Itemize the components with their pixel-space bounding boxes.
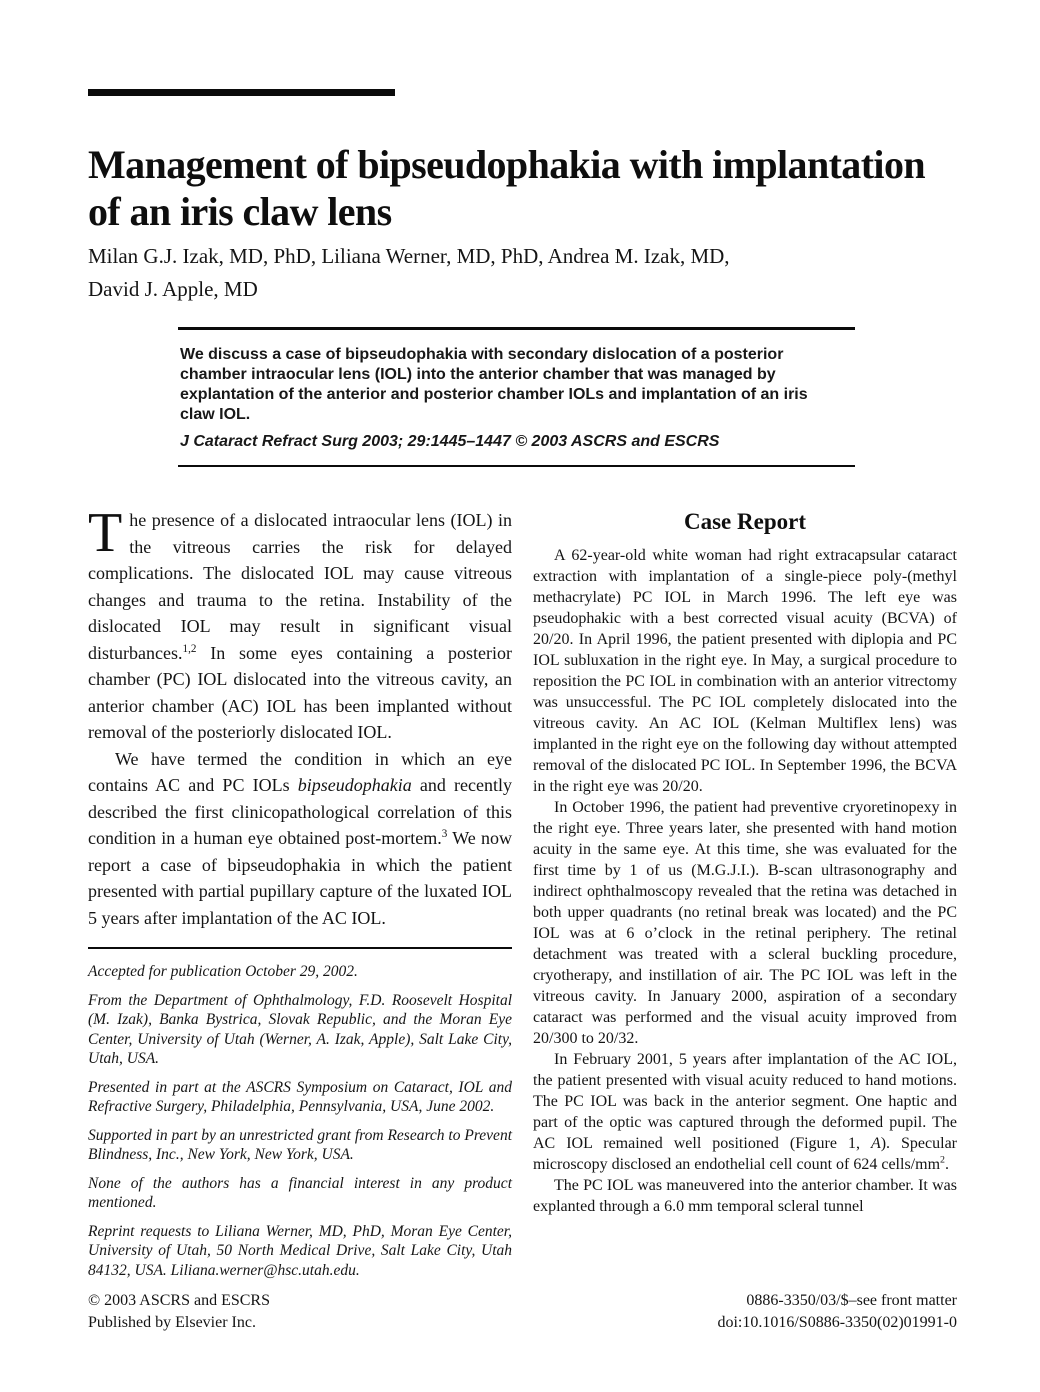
figure-label-italic: A (870, 1135, 881, 1152)
paragraph-text: In February 2001, 5 years after implantation of the AC IOL, the patient presented with visual acuity reduced to hand motions. The PC IOL was back in the anterior segment. One haptic and part of the optic was captured through the deformed pupil. The AC IOL remained well positioned (Figure 1, (533, 1051, 957, 1152)
unit-superscript: 2 (940, 1154, 945, 1166)
footer-publisher: Published by Elsevier Inc. (88, 1314, 256, 1331)
paragraph-text: ). Specular microscopy disclosed an endothelial cell count of 624 cells/mm (533, 1135, 957, 1173)
authors-line-1: Milan G.J. Izak, MD, PhD, Liliana Werner, MD, PhD, Andrea M. Izak, MD, (88, 244, 730, 268)
paragraph-text: and recently described the first clinicopathological correlation of this condition in a human eye obtained post-mortem. (88, 775, 513, 848)
intro-paragraph-1 (88, 502, 512, 746)
paragraph-text: he presence of a dislocated intraocular lens (IOL) in the vitreous carries the risk for delayed complications. The dislocated IOL may cause vitreous changes and trauma to the retina. Instability of the dislocated IOL may result in significant visual disturbances. (88, 510, 512, 663)
abstract-box (178, 327, 855, 467)
journal-citation: J Cataract Refract Surg 2003; 29:1445–1447 © 2003 ASCRS and ESCRS (180, 433, 720, 450)
title-rule (88, 89, 395, 96)
page-footer (88, 1290, 957, 1334)
article-title (88, 141, 973, 235)
footnote-presented: Presented in part at the ASCRS Symposium on Cataract, IOL and Refractive Surgery, Philadelphia, Pennsylvania, USA, June 2002. (88, 1078, 512, 1115)
title-line-1: Management of bipseudophakia with implantation (88, 141, 925, 187)
footer-id-block (717, 1290, 957, 1334)
paragraph-text: . (944, 1156, 949, 1173)
title-line-2: of an iris claw lens (88, 188, 392, 234)
paragraph-text: We now report a case of bipseudophakia in which the patient presented with partial pupillary capture of the luxated IOL 5 years after implantation of the AC IOL. (88, 828, 512, 928)
abstract-text: We discuss a case of bipseudophakia with secondary dislocation of a posterior chamber intraocular lens (IOL) into the anterior chamber that was managed by explantation of the anterior and posterior chamber IOLs and implantation of an iris claw IOL. (180, 346, 808, 423)
footer-doi: doi:10.1016/S0886-3350(02)01991-0 (717, 1314, 957, 1331)
reference-superscript: 3 (441, 828, 448, 840)
drop-cap: T (88, 502, 123, 564)
author-list (88, 240, 868, 306)
authors-line-2: David J. Apple, MD (88, 277, 258, 301)
left-column (88, 502, 513, 1280)
footer-copyright-block (88, 1290, 270, 1334)
section-heading-case-report: Case Report (684, 509, 806, 534)
case-paragraph-1: A 62-year-old white woman had right extracapsular cataract extraction with implantation of a single-piece poly-(methyl methacrylate) PC IOL in March 1996. The left eye was pseudophakic with a best corrected visual acuity (BCVA) of 20/20. In April 1996, the patient presented with diplopia and PC IOL subluxation in the right eye. In May, a surgical procedure to reposition the PC IOL in combination with an anterior vitrectomy was unsuccessful. The PC IOL completely dislocated into the vitreous cavity. An AC IOL (Kelman Multiflex lens) was implanted in the right eye on the following day without attempted removal of the dislocated PC IOL. In September 1996, the BCVA in the right eye was 20/20. (533, 547, 957, 795)
footnote-accepted: Accepted for publication October 29, 2002. (88, 963, 358, 980)
footnote-disclosure: None of the authors has a financial interest in any product mentioned. (88, 1174, 512, 1211)
reference-superscript: 1,2 (182, 642, 197, 655)
footer-copyright: © 2003 ASCRS and ESCRS (88, 1292, 270, 1309)
footer-issn: 0886-3350/03/$–see front matter (746, 1292, 957, 1309)
italic-term: bipseudophakia (297, 775, 412, 795)
paragraph-text: We have termed the condition in which an eye contains AC and PC IOLs (88, 748, 512, 795)
case-paragraph-4: The PC IOL was maneuvered into the anterior chamber. It was explanted through a 6.0 mm temporal scleral tunnel (533, 1177, 957, 1215)
footnote-supported: Supported in part by an unrestricted grant from Research to Prevent Blindness, Inc., New York, New York, USA. (88, 1126, 512, 1163)
footnote-block (88, 947, 512, 1280)
intro-paragraph-2 (88, 746, 512, 932)
case-paragraph-2: In October 1996, the patient had preventive cryoretinopexy in the right eye. Three years later, she presented with hand motion acuity in the same eye. At this time, she was evaluated for the first time by 1 of us (M.G.J.I.). B-scan ultrasonography and indirect ophthalmoscopy revealed that the retina was detached in both upper quadrants (no retinal break was located) and the PC IOL was at 6 o’clock in the retinal periphery. The retinal detachment was treated with a scleral buckling procedure, cryotherapy, and instillation of air. The PC IOL was left in the vitreous cavity. In January 2000, aspiration of a secondary cataract was performed and the visual acuity improved from 20/300 to 20/32. (533, 799, 957, 1047)
footnote-reprints: Reprint requests to Liliana Werner, MD, PhD, Moran Eye Center, University of Utah, 50 North Medical Drive, Salt Lake City, Utah 84132, USA. Liliana.werner@hsc.utah.edu. (88, 1222, 512, 1279)
case-paragraph-3 (533, 1049, 957, 1175)
paragraph-text: In some eyes containing a posterior chamber (PC) IOL dislocated into the vitreous cavity, an anterior chamber (AC) IOL has been implanted without removal of the posteriorly dislocated IOL. (88, 642, 512, 742)
body-columns (88, 502, 957, 1280)
right-column (533, 507, 957, 1217)
footnote-affiliation: From the Department of Ophthalmology, F.D. Roosevelt Hospital (M. Izak), Banka Bystrica, Slovak Republic, and the Moran Eye Center, University of Utah (Werner, A. Izak, Apple), Salt Lake City, Utah, USA. (88, 991, 512, 1067)
